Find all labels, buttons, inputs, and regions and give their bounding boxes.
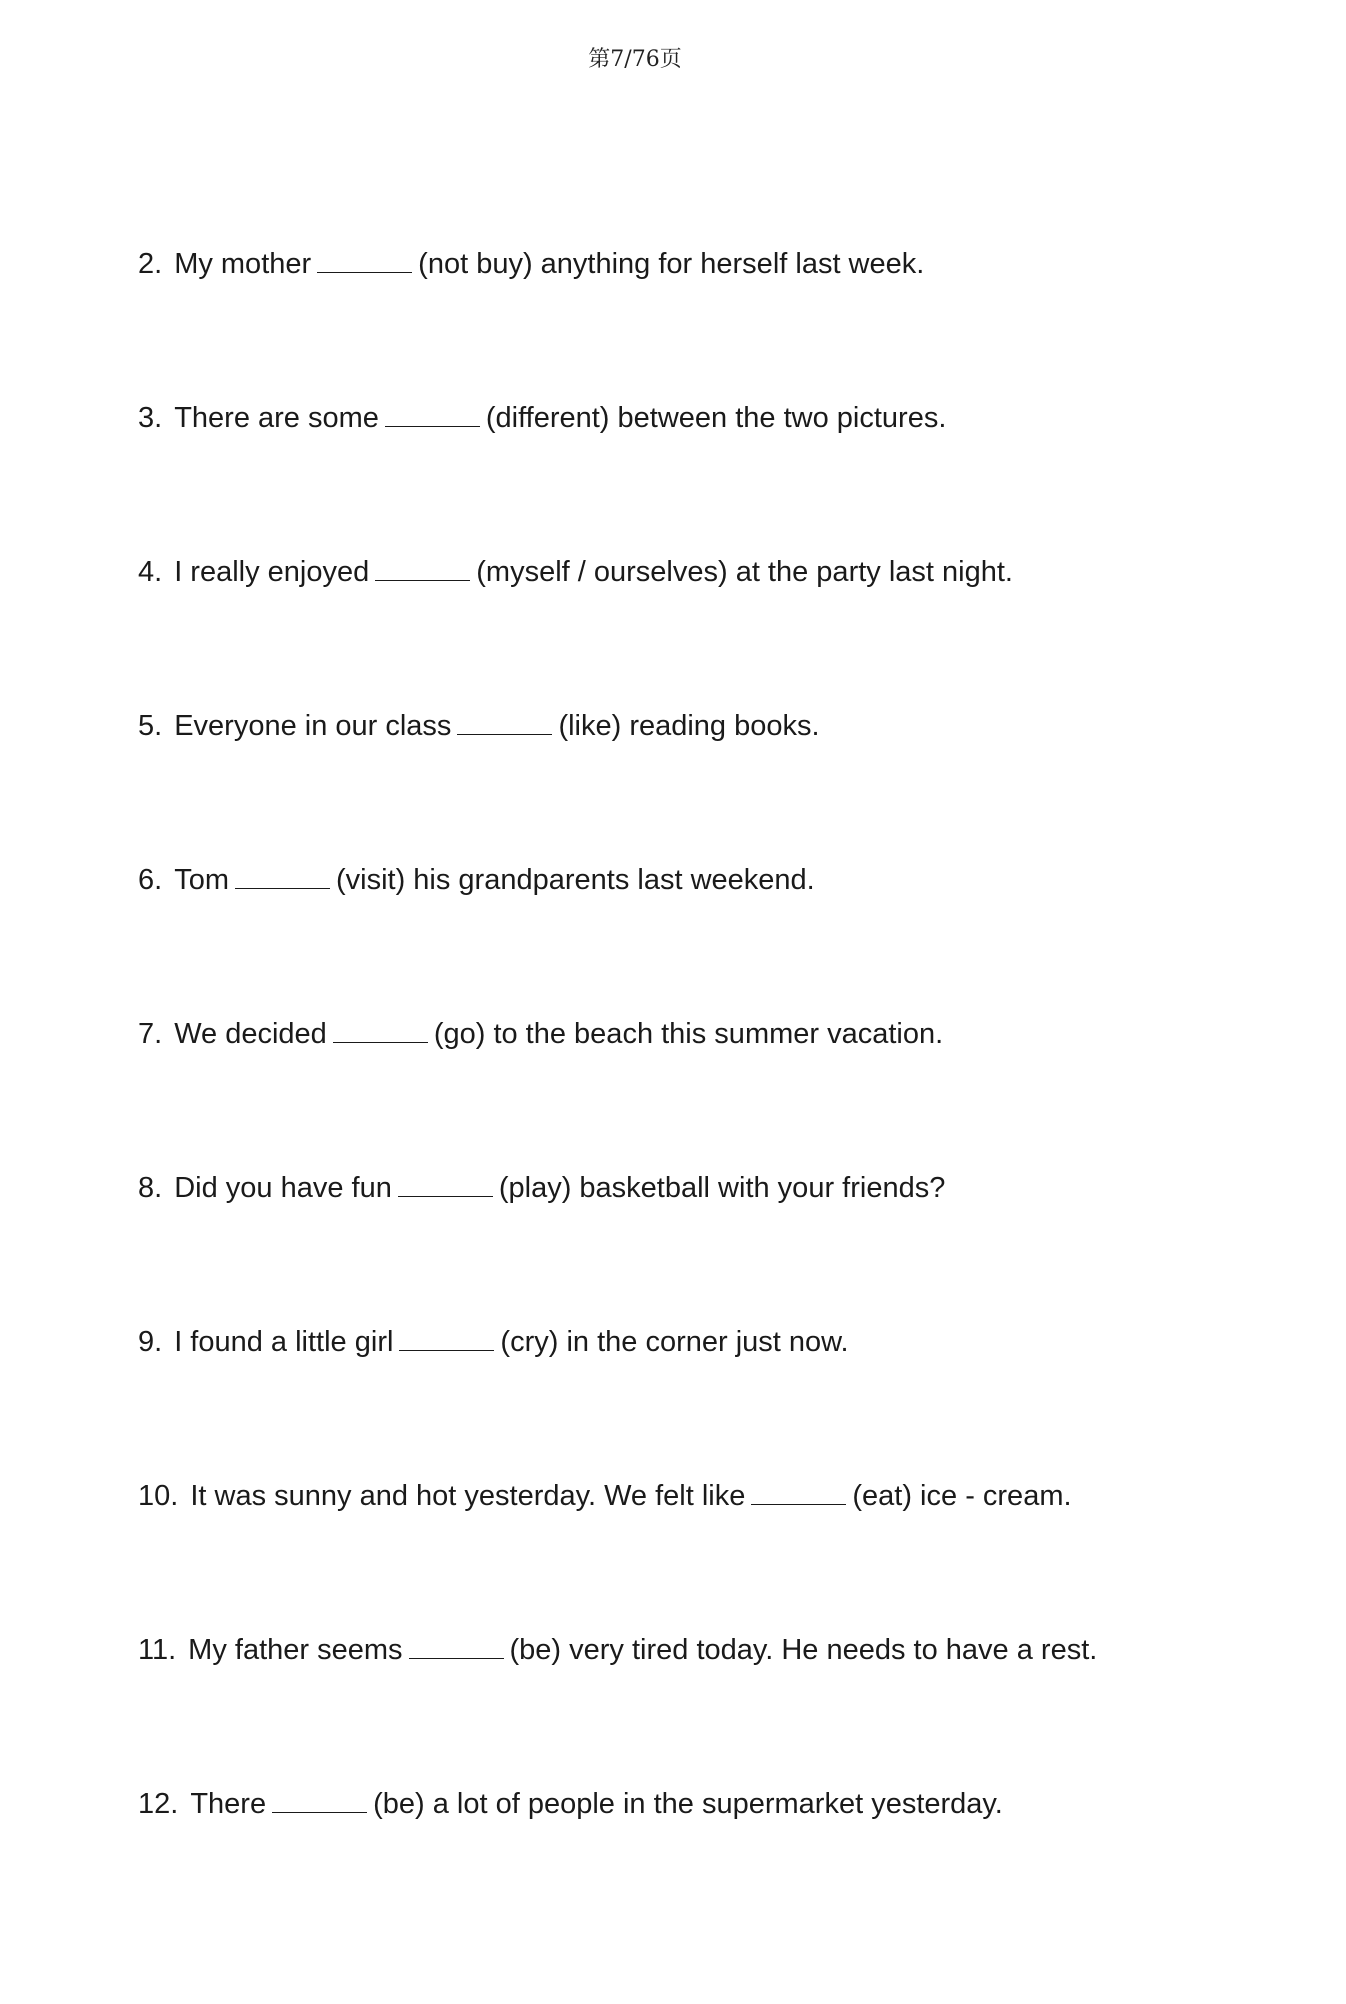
item-text-before: I really enjoyed — [174, 556, 370, 588]
exercise-item — [138, 1478, 1072, 1514]
item-text-after: (cry) in the corner just now. — [500, 1326, 849, 1358]
answer-blank[interactable] — [385, 402, 480, 427]
item-text-after: (myself / ourselves) at the party last night. — [476, 556, 1013, 588]
item-text-before: Everyone in our class — [174, 710, 452, 742]
item-text-before: We decided — [174, 1018, 327, 1050]
page-number-label: 第7/76页 — [588, 47, 682, 72]
answer-blank[interactable] — [375, 556, 470, 581]
answer-blank[interactable] — [333, 1018, 428, 1043]
answer-blank[interactable] — [409, 1634, 504, 1659]
item-number: 3. — [138, 402, 163, 434]
item-text-before: My mother — [174, 248, 312, 280]
answer-blank[interactable] — [399, 1326, 494, 1351]
item-number: 11. — [138, 1634, 177, 1666]
exercise-item — [138, 1632, 1097, 1668]
item-text-after: (play) basketball with your friends? — [498, 1172, 946, 1204]
item-number: 4. — [138, 556, 163, 588]
item-number: 2. — [138, 248, 163, 280]
item-text-after: (eat) ice - cream. — [852, 1480, 1072, 1512]
exercise-item — [138, 862, 815, 898]
exercise-item — [138, 246, 924, 282]
item-number: 6. — [138, 864, 163, 896]
exercise-item — [138, 1324, 849, 1360]
exercise-item — [138, 1170, 945, 1206]
answer-blank[interactable] — [398, 1172, 493, 1197]
item-number: 12. — [138, 1788, 179, 1820]
item-number: 8. — [138, 1172, 163, 1204]
answer-blank[interactable] — [457, 710, 552, 735]
item-text-after: (be) a lot of people in the supermarket yesterday. — [373, 1788, 1003, 1820]
item-text-after: (different) between the two pictures. — [485, 402, 947, 434]
answer-blank[interactable] — [751, 1480, 846, 1505]
exercise-item — [138, 1016, 943, 1052]
item-number: 5. — [138, 710, 163, 742]
exercise-item — [138, 708, 820, 744]
item-text-after: (go) to the beach this summer vacation. — [433, 1018, 944, 1050]
answer-blank[interactable] — [235, 864, 330, 889]
item-text-after: (visit) his grandparents last weekend. — [335, 864, 815, 896]
item-text-after: (not buy) anything for herself last week. — [418, 248, 925, 280]
item-text-before: There — [190, 1788, 267, 1820]
item-text-after: (like) reading books. — [558, 710, 820, 742]
item-text-before: Did you have fun — [174, 1172, 392, 1204]
exercise-item — [138, 554, 1013, 590]
item-text-before: I found a little girl — [174, 1326, 394, 1358]
item-text-before: There are some — [174, 402, 379, 434]
item-number: 10. — [138, 1480, 179, 1512]
item-text-before: My father seems — [188, 1634, 403, 1666]
answer-blank[interactable] — [317, 248, 412, 273]
answer-blank[interactable] — [272, 1788, 367, 1813]
item-text-before: It was sunny and hot yesterday. We felt like — [190, 1480, 746, 1512]
item-number: 9. — [138, 1326, 163, 1358]
item-number: 7. — [138, 1018, 163, 1050]
exercise-item — [138, 400, 946, 436]
item-text-before: Tom — [174, 864, 229, 896]
item-text-after: (be) very tired today. He needs to have a rest. — [509, 1634, 1098, 1666]
exercise-item — [138, 1786, 1003, 1822]
